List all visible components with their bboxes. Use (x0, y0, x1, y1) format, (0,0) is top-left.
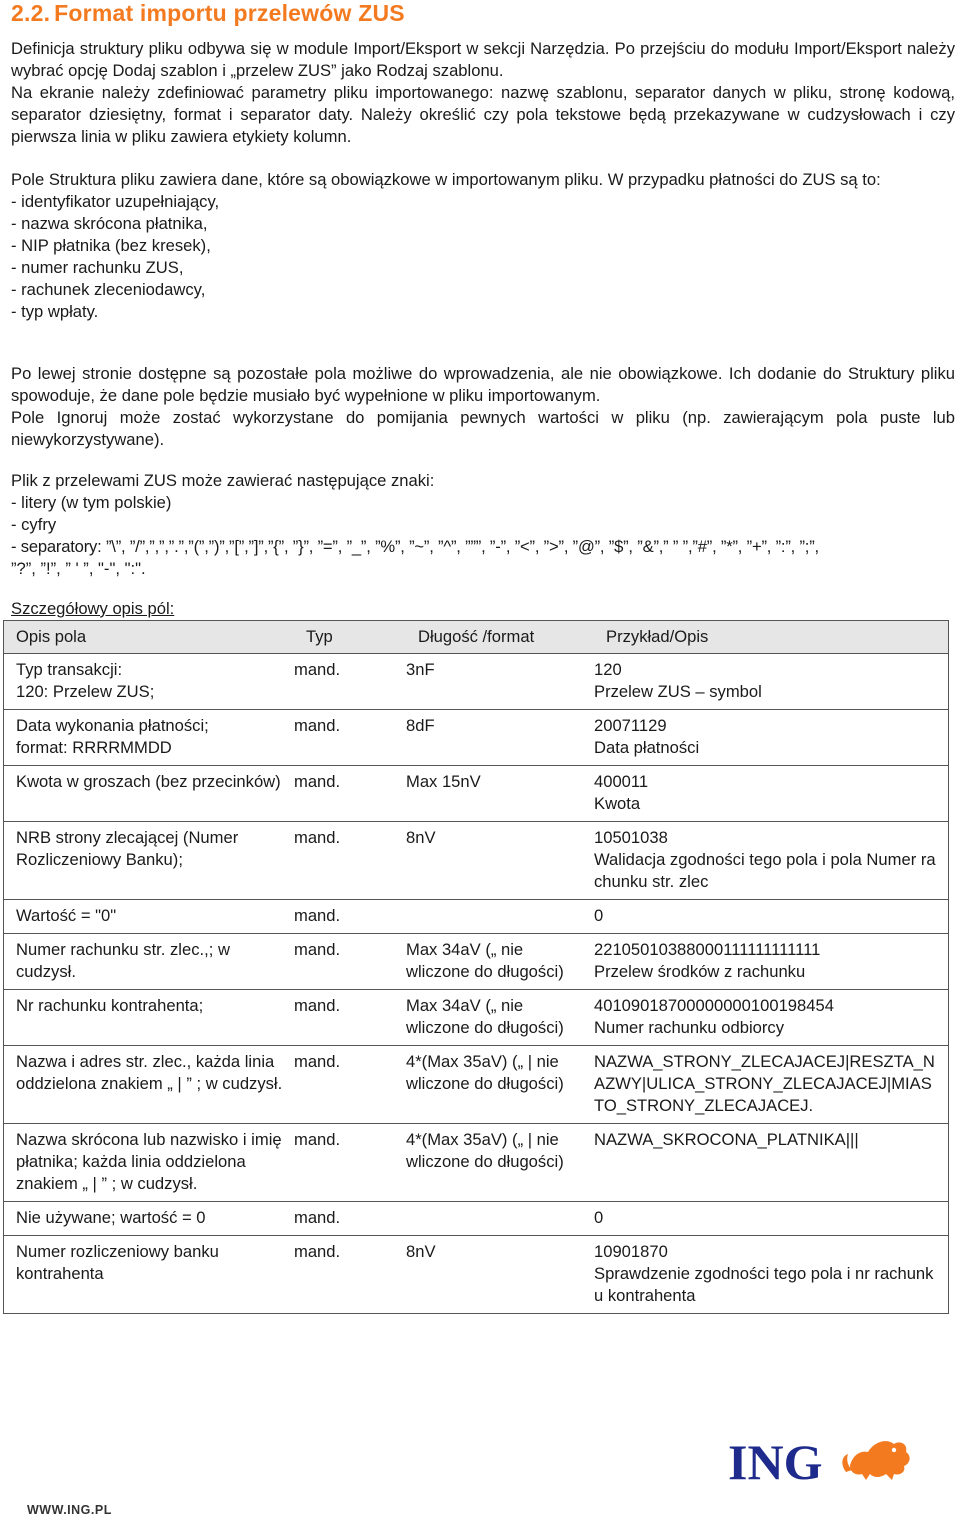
cell-typ: mand. (294, 660, 341, 679)
required-field-item: - numer rachunku ZUS, (11, 258, 184, 277)
required-field-item: - NIP płatnika (bez kresek), (11, 236, 211, 255)
cell-przyklad (594, 1207, 948, 1229)
cell-przyklad (594, 939, 948, 983)
przyklad-line: Numer rachunku odbiorcy (594, 1018, 784, 1037)
cell-dlugosc (406, 905, 594, 927)
table-row (4, 654, 949, 710)
przyklad-line: Data płatności (594, 738, 700, 757)
przyklad-line: 40109018700000000100198454 (594, 996, 834, 1015)
table-row (4, 990, 949, 1046)
character-type-item: - cyfry (11, 515, 57, 534)
cell-typ: mand. (294, 940, 341, 959)
cell-dlugosc: 8nV (406, 1242, 436, 1261)
header-dlugosc: Długość /format (418, 627, 535, 646)
przyklad-line: 400011 (594, 772, 649, 791)
przyklad-line: 20071129 (594, 716, 667, 735)
cell-typ: mand. (294, 1208, 341, 1227)
cell-typ: mand. (294, 1242, 341, 1261)
przyklad-line: NAZWA_SKROCONA_PLATNIKA||| (594, 1130, 859, 1149)
logo-text: ING (728, 1434, 823, 1488)
cell-typ: mand. (294, 772, 341, 791)
cell-typ: mand. (294, 828, 341, 847)
field-spec-table (3, 620, 949, 1314)
paragraph-ignore: Pole Ignoruj może zostać wykorzystane do pomijania pewnych wartości w pliku (np. zawierającym pola puste lub niewykorzystywane). (11, 408, 955, 449)
table-row (4, 766, 949, 822)
przyklad-line: Kwota (594, 794, 641, 813)
cell-przyklad (594, 1129, 948, 1195)
cell-dlugosc: 8dF (406, 716, 435, 735)
section-heading (11, 0, 405, 27)
section-title: Format importu przelewów ZUS (54, 0, 405, 26)
table-header-row (4, 621, 949, 654)
characters-list (11, 492, 955, 536)
cell-przyklad (594, 771, 948, 815)
cell-dlugosc: 3nF (406, 660, 435, 679)
cell-dlugosc: 8nV (406, 828, 436, 847)
table-row (4, 710, 949, 766)
cell-dlugosc: 4*(Max 35aV) („ | nie wliczone do długości) (406, 1130, 564, 1171)
required-fields-list (11, 191, 955, 323)
przyklad-line: 10901870 (594, 1242, 668, 1261)
table-caption: Szczegółowy opis pól: (11, 599, 175, 618)
cell-opis: Nr rachunku kontrahenta; (16, 996, 204, 1015)
required-field-item: - identyfikator uzupełniający, (11, 192, 220, 211)
przyklad-line: 22105010388000111111111111 (594, 940, 821, 959)
required-field-item: - nazwa skrócona płatnika, (11, 214, 208, 233)
table-row (4, 934, 949, 990)
section-number: 2.2. (11, 0, 51, 26)
separators-line-2: ”?”, ”!”, ” ' ”, "-", ":". (11, 559, 146, 578)
cell-opis: Kwota w groszach (bez przecinków) (16, 772, 281, 791)
przyklad-line: Sprawdzenie zgodności tego pola i nr rachunku kontrahenta (594, 1264, 934, 1305)
paragraph-screen-params: Na ekranie należy zdefiniować parametry pliku importowanego: nazwę szablonu, separator danych w pliku, stronę kodową, separator dziesiętny, format i separator daty. Należy określić czy pola tekstowe będą przekazywane w cudzysłowach i czy pierwsza linia w pliku zawiera etykiety kolumn. (11, 83, 955, 146)
cell-typ: mand. (294, 996, 341, 1015)
intro-paragraph (11, 38, 955, 148)
required-field-item: - rachunek zleceniodawcy, (11, 280, 206, 299)
cell-opis: Numer rachunku str. zlec.,; w cudzysł. (16, 940, 230, 981)
structure-paragraph (11, 169, 955, 323)
paragraph-definition: Definicja struktury pliku odbywa się w module Import/Eksport w sekcji Narzędzia. Po przejściu do modułu Import/Eksport należy wybrać opcję Dodaj szablon i „przelew ZUS” jako Rodzaj szablonu. (11, 39, 955, 80)
przyklad-line: NAZWA_STRONY_ZLECAJACEJ|RESZTA_NAZWY|ULICA_STRONY_ZLECAJACEJ|MIASTO_STRONY_ZLECAJACEJ. (594, 1052, 935, 1115)
cell-przyklad (594, 659, 948, 703)
separators-line-1: - separatory: ”\”, ”/”,”,”,”.”,”(”,”)”,”[”,”]”,”{”, ”}”, ”=”, ”_”, ”%”, ”~”, ”^”, ”””, ”-”, ”<”, ”>”, ”@”, ”$”, ”&”,” ” ”,”#”, ”*”, ”+”, ”:”, ”;”, (11, 537, 819, 556)
cell-przyklad (594, 827, 948, 893)
cell-przyklad (594, 995, 948, 1039)
cell-typ: mand. (294, 906, 341, 925)
table-row (4, 1124, 949, 1202)
cell-przyklad (594, 1051, 948, 1117)
paragraph-optional: Po lewej stronie dostępne są pozostałe pola możliwe do wprowadzenia, ale nie obowiązkowe. Ich dodanie do Struktury pliku spowoduje, że dane pole będzie musiało być wypełnione w pliku importowanym. (11, 364, 955, 405)
przyklad-line: 10501038 (594, 828, 668, 847)
przyklad-line: Przelew ZUS – symbol (594, 682, 762, 701)
przyklad-line: Przelew środków z rachunku (594, 962, 806, 981)
cell-przyklad (594, 1241, 948, 1307)
cell-przyklad (594, 715, 948, 759)
przyklad-line: 0 (594, 906, 604, 925)
lion-icon (842, 1441, 909, 1480)
table-row (4, 1236, 949, 1314)
cell-dlugosc (406, 1207, 594, 1229)
table-row (4, 1046, 949, 1124)
header-opis: Opis pola (16, 627, 87, 646)
cell-opis: Nie używane; wartość = 0 (16, 1208, 206, 1227)
cell-typ: mand. (294, 1130, 341, 1149)
paragraph-structure: Pole Struktura pliku zawiera dane, które są obowiązkowe w importowanym pliku. W przypadku płatności do ZUS są to: (11, 170, 881, 189)
cell-typ: mand. (294, 716, 341, 735)
footer-url: WWW.ING.PL (27, 1503, 112, 1517)
ing-logo (728, 1428, 913, 1488)
optional-fields-paragraph (11, 363, 955, 451)
cell-typ: mand. (294, 1052, 341, 1071)
przyklad-line: Walidacja zgodności tego pola i pola Numer rachunku str. zlec (594, 850, 936, 891)
cell-dlugosc: 4*(Max 35aV) („ | nie wliczone do długości) (406, 1052, 564, 1093)
table-row (4, 1202, 949, 1236)
cell-dlugosc: Max 34aV („ nie wliczone do długości) (406, 940, 564, 981)
cell-opis: Data wykonania płatności; format: RRRRMMDD (16, 716, 209, 757)
character-type-item: - litery (w tym polskie) (11, 493, 172, 512)
przyklad-line: 120 (594, 660, 622, 679)
cell-opis: Nazwa skrócona lub nazwisko i imię płatnika; każda linia oddzielona znakiem „ | ” ; w cudzysł. (16, 1130, 282, 1193)
table-row (4, 822, 949, 900)
header-typ: Typ (306, 627, 333, 646)
header-przyklad: Przykład/Opis (606, 627, 709, 646)
table-row (4, 900, 949, 934)
paragraph-characters: Plik z przelewami ZUS może zawierać następujące znaki: (11, 471, 435, 490)
cell-dlugosc: Max 15nV (406, 772, 481, 791)
cell-przyklad (594, 905, 948, 927)
cell-opis: Numer rozliczeniowy banku kontrahenta (16, 1242, 219, 1283)
cell-opis: Nazwa i adres str. zlec., każda linia oddzielona znakiem „ | ” ; w cudzysł. (16, 1052, 283, 1093)
cell-opis: Typ transakcji: 120: Przelew ZUS; (16, 660, 155, 701)
przyklad-line: 0 (594, 1208, 604, 1227)
cell-opis: Wartość = "0" (16, 906, 117, 925)
cell-opis: NRB strony zlecającej (Numer Rozliczeniowy Banku); (16, 828, 239, 869)
cell-dlugosc: Max 34aV („ nie wliczone do długości) (406, 996, 564, 1037)
required-field-item: - typ wpłaty. (11, 302, 99, 321)
characters-paragraph (11, 470, 955, 580)
